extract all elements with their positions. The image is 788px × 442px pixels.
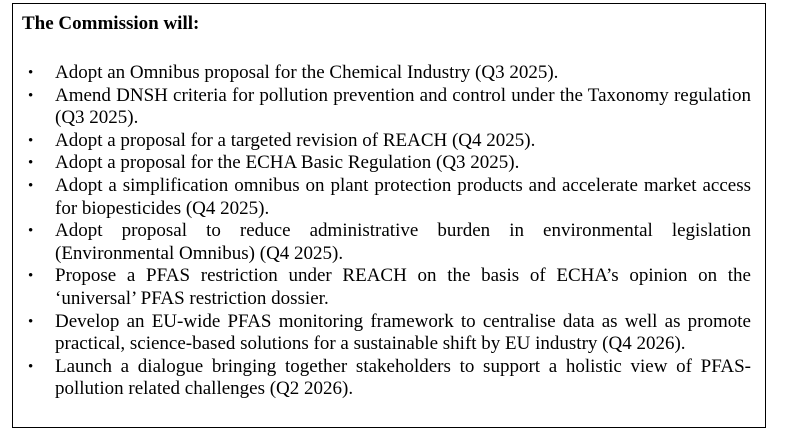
list-item-text: Develop an EU-wide PFAS monitoring framework to centralise data as well as promote practical, science-based solutions for a sustainable shift by EU industry (Q4 2026).	[55, 310, 751, 355]
list-item-text: Adopt a proposal for a targeted revision of REACH (Q4 2025).	[55, 129, 536, 151]
list-item-text: Amend DNSH criteria for pollution prevention and control under the Taxonomy regulation (Q3 2025).	[55, 84, 751, 129]
bullet-icon: •	[28, 177, 34, 194]
bullet-icon: •	[28, 132, 34, 149]
list-item-text: Adopt proposal to reduce administrative burden in environmental legislation (Environmental Omnibus) (Q4 2025).	[55, 220, 751, 264]
list-item-text: Adopt a simplification omnibus on plant protection products and accelerate market access for biopesticides (Q4 2025).	[55, 174, 751, 219]
list-item	[13, 220, 765, 265]
list-item	[13, 62, 765, 85]
list-item	[13, 152, 765, 175]
list-item	[13, 311, 765, 356]
list-item	[13, 175, 765, 220]
bullet-icon: •	[28, 223, 34, 240]
actions-list	[13, 62, 765, 401]
bullet-icon: •	[28, 358, 34, 375]
bullet-icon: •	[28, 313, 34, 330]
list-item	[13, 85, 765, 130]
bullet-icon: •	[28, 155, 34, 172]
list-item	[13, 130, 765, 153]
box-heading: The Commission will:	[22, 13, 200, 34]
bullet-icon: •	[28, 268, 34, 285]
commission-actions-box	[12, 3, 766, 428]
list-item-text: Propose a PFAS restriction under REACH on the basis of ECHA’s opinion on the ‘universal’ PFAS restriction dossier.	[55, 265, 751, 309]
list-item-text: Adopt a proposal for the ECHA Basic Regulation (Q3 2025).	[55, 152, 520, 174]
bullet-icon: •	[28, 87, 34, 104]
list-item	[13, 356, 765, 401]
list-item	[13, 265, 765, 310]
list-item-text: Launch a dialogue bringing together stakeholders to support a holistic view of PFAS-pollution related challenges (Q2 2026).	[55, 355, 751, 400]
bullet-icon: •	[28, 65, 34, 81]
list-item-text: Adopt an Omnibus proposal for the Chemical Industry (Q3 2025).	[55, 62, 559, 83]
